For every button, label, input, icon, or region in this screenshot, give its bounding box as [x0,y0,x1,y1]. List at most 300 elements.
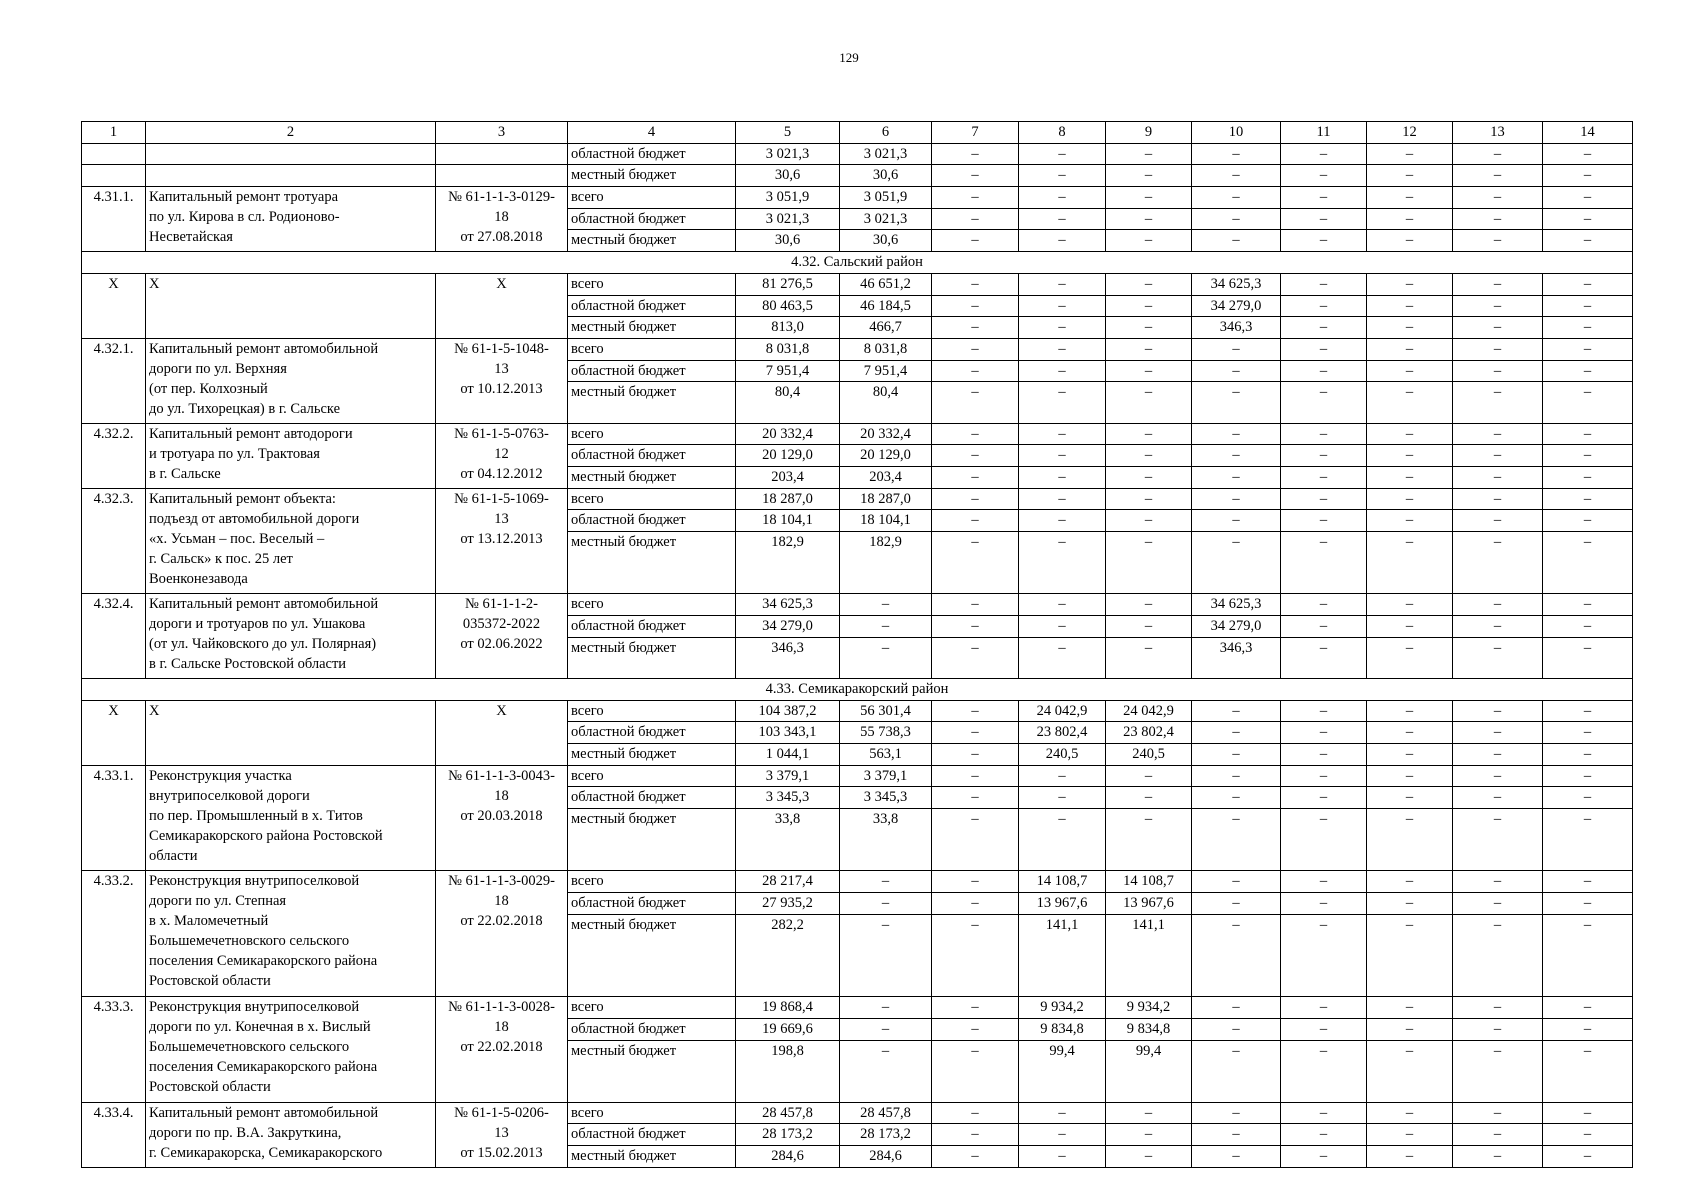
value-col14: – [1543,997,1633,1019]
value-col12: – [1367,532,1453,594]
table-row [82,423,1633,445]
value-col9: – [1106,360,1192,382]
value-col9: 23 802,4 [1106,722,1192,744]
value-col6: – [840,1040,932,1102]
value-col7: – [932,1102,1019,1124]
value-col13: – [1453,273,1543,295]
budget-line-label: всего [568,594,736,616]
value-col10: – [1192,1102,1281,1124]
value-col9: – [1106,615,1192,637]
item-document: № 61-1-1-3-0029- 18 от 22.02.2018 [436,871,568,997]
table-row [82,143,1633,165]
value-col10: – [1192,338,1281,360]
value-col9: – [1106,382,1192,423]
value-col9: – [1106,1102,1192,1124]
item-number: X [82,700,146,765]
value-col14: – [1543,295,1633,317]
value-col8: – [1019,1124,1106,1146]
budget-line-label: всего [568,423,736,445]
budget-line-label: всего [568,488,736,510]
value-col10: 34 625,3 [1192,594,1281,616]
budget-line-label: областной бюджет [568,615,736,637]
value-col13: – [1453,510,1543,532]
budget-line-label: местный бюджет [568,382,736,423]
value-col14: – [1543,700,1633,722]
budget-line-label: областной бюджет [568,1019,736,1041]
budget-line-label: областной бюджет [568,787,736,809]
value-col11: – [1281,295,1367,317]
value-col13: – [1453,165,1543,187]
value-col9: – [1106,467,1192,489]
value-col6: 20 332,4 [840,423,932,445]
value-col10: – [1192,1146,1281,1168]
value-col12: – [1367,1124,1453,1146]
value-col12: – [1367,488,1453,510]
value-col5: 284,6 [736,1146,840,1168]
budget-line-label: местный бюджет [568,317,736,339]
value-col11: – [1281,423,1367,445]
value-col5: 103 343,1 [736,722,840,744]
budget-line-label: местный бюджет [568,809,736,871]
value-col10: – [1192,510,1281,532]
value-col12: – [1367,143,1453,165]
item-number: 4.32.1. [82,338,146,423]
budget-line-label: всего [568,700,736,722]
value-col10: 346,3 [1192,637,1281,678]
value-col9: 9 834,8 [1106,1019,1192,1041]
value-col11: – [1281,914,1367,997]
value-col7: – [932,787,1019,809]
budget-line-label: областной бюджет [568,143,736,165]
value-col9: – [1106,165,1192,187]
column-header: 9 [1106,122,1192,144]
value-col7: – [932,700,1019,722]
value-col9: – [1106,295,1192,317]
item-document: № 61-1-5-1048- 13 от 10.12.2013 [436,338,568,423]
value-col8: – [1019,295,1106,317]
value-col10: – [1192,722,1281,744]
value-col5: 346,3 [736,637,840,678]
budget-line-label: местный бюджет [568,467,736,489]
value-col11: – [1281,1019,1367,1041]
value-col9: – [1106,273,1192,295]
value-col14: – [1543,273,1633,295]
value-col12: – [1367,892,1453,914]
section-row [82,678,1633,700]
value-col12: – [1367,594,1453,616]
value-col10: – [1192,382,1281,423]
budget-line-label: местный бюджет [568,230,736,252]
value-col8: – [1019,765,1106,787]
value-col5: 3 379,1 [736,765,840,787]
value-col12: – [1367,871,1453,893]
value-col12: – [1367,809,1453,871]
item-document: № 61-1-1-3-0043- 18 от 20.03.2018 [436,765,568,870]
page-number: 129 [839,50,859,65]
value-col6: 3 021,3 [840,143,932,165]
value-col11: – [1281,143,1367,165]
item-name: X [146,700,436,765]
value-col11: – [1281,871,1367,893]
value-col5: 20 332,4 [736,423,840,445]
value-col10: – [1192,208,1281,230]
value-col7: – [932,165,1019,187]
value-col8: – [1019,1146,1106,1168]
value-col12: – [1367,1019,1453,1041]
value-col6: 46 184,5 [840,295,932,317]
value-col10: 34 625,3 [1192,273,1281,295]
value-col12: – [1367,765,1453,787]
budget-line-label: областной бюджет [568,892,736,914]
value-col6: 18 104,1 [840,510,932,532]
value-col13: – [1453,1146,1543,1168]
value-col11: – [1281,165,1367,187]
budget-line-label: местный бюджет [568,532,736,594]
value-col13: – [1453,445,1543,467]
item-number: 4.33.2. [82,871,146,997]
table-row [82,338,1633,360]
value-col8: – [1019,360,1106,382]
value-col14: – [1543,317,1633,339]
value-col8: – [1019,809,1106,871]
item-name: Капитальный ремонт автомобильной дороги по пр. В.А. Закруткина, г. Семикаракорска, Семикаракорского [146,1102,436,1167]
value-col7: – [932,997,1019,1019]
value-col12: – [1367,445,1453,467]
value-col8: – [1019,423,1106,445]
value-col8: – [1019,467,1106,489]
value-col7: – [932,722,1019,744]
value-col14: – [1543,637,1633,678]
value-col6: 7 951,4 [840,360,932,382]
value-col7: – [932,1124,1019,1146]
value-col14: – [1543,594,1633,616]
value-col10: – [1192,532,1281,594]
value-col14: – [1543,467,1633,489]
value-col10: – [1192,809,1281,871]
value-col10: – [1192,1124,1281,1146]
table-row [82,273,1633,295]
value-col11: – [1281,230,1367,252]
value-col10: – [1192,871,1281,893]
column-header: 6 [840,122,932,144]
value-col6: 56 301,4 [840,700,932,722]
value-col14: – [1543,1102,1633,1124]
value-col7: – [932,445,1019,467]
value-col6: 18 287,0 [840,488,932,510]
value-col14: – [1543,360,1633,382]
value-col8: – [1019,230,1106,252]
item-document: № 61-1-5-0206- 13 от 15.02.2013 [436,1102,568,1167]
value-col10: 34 279,0 [1192,295,1281,317]
value-col14: – [1543,914,1633,997]
value-col7: – [932,230,1019,252]
value-col7: – [932,187,1019,209]
value-col14: – [1543,230,1633,252]
value-col10: – [1192,765,1281,787]
value-col6: – [840,892,932,914]
value-col14: – [1543,1124,1633,1146]
value-col10: – [1192,997,1281,1019]
item-document: № 61-1-5-0763- 12 от 04.12.2012 [436,423,568,488]
budget-line-label: областной бюджет [568,208,736,230]
value-col5: 3 051,9 [736,187,840,209]
value-col13: – [1453,615,1543,637]
value-col6: 3 345,3 [840,787,932,809]
value-col6: – [840,594,932,616]
value-col5: 3 021,3 [736,143,840,165]
value-col11: – [1281,1102,1367,1124]
item-name: Капитальный ремонт автомобильной дороги по ул. Верхняя (от пер. Колхозный до ул. Тихорецкая) в г. Сальске [146,338,436,423]
value-col10: – [1192,360,1281,382]
value-col6: 203,4 [840,467,932,489]
value-col11: – [1281,744,1367,766]
value-col13: – [1453,787,1543,809]
value-col8: – [1019,488,1106,510]
value-col12: – [1367,338,1453,360]
value-col5: 3 021,3 [736,208,840,230]
value-col10: – [1192,700,1281,722]
value-col8: – [1019,273,1106,295]
value-col6: 80,4 [840,382,932,423]
value-col8: 14 108,7 [1019,871,1106,893]
value-col8: – [1019,187,1106,209]
value-col12: – [1367,360,1453,382]
value-col11: – [1281,765,1367,787]
value-col11: – [1281,722,1367,744]
item-name: Реконструкция участка внутрипоселковой дороги по пер. Промышленный в х. Титов Семикаракорского района Ростовской области [146,765,436,870]
value-col11: – [1281,467,1367,489]
item-name: Капитальный ремонт автодороги и тротуара по ул. Трактовая в г. Сальске [146,423,436,488]
empty-cell [146,165,436,187]
value-col10: – [1192,787,1281,809]
value-col5: 80,4 [736,382,840,423]
value-col7: – [932,1146,1019,1168]
value-col6: 182,9 [840,532,932,594]
budget-line-label: местный бюджет [568,744,736,766]
value-col5: 8 031,8 [736,338,840,360]
budget-line-label: всего [568,997,736,1019]
value-col8: 99,4 [1019,1040,1106,1102]
value-col11: – [1281,510,1367,532]
value-col14: – [1543,382,1633,423]
section-title: 4.32. Сальский район [82,252,1633,274]
value-col11: – [1281,700,1367,722]
budget-line-label: областной бюджет [568,722,736,744]
item-name: Капитальный ремонт автомобильной дороги и тротуаров по ул. Ушакова (от ул. Чайковского до ул. Полярная) в г. Сальске Ростовской области [146,594,436,679]
value-col13: – [1453,997,1543,1019]
value-col13: – [1453,1102,1543,1124]
value-col9: – [1106,208,1192,230]
value-col8: 23 802,4 [1019,722,1106,744]
value-col6: 33,8 [840,809,932,871]
value-col5: 28 217,4 [736,871,840,893]
value-col9: 9 934,2 [1106,997,1192,1019]
value-col8: – [1019,787,1106,809]
value-col7: – [932,637,1019,678]
value-col13: – [1453,871,1543,893]
empty-cell [436,165,568,187]
value-col10: – [1192,744,1281,766]
column-header: 1 [82,122,146,144]
value-col9: 13 967,6 [1106,892,1192,914]
value-col11: – [1281,892,1367,914]
value-col5: 28 173,2 [736,1124,840,1146]
table-row [82,871,1633,893]
value-col7: – [932,208,1019,230]
value-col14: – [1543,787,1633,809]
value-col12: – [1367,423,1453,445]
value-col10: – [1192,445,1281,467]
value-col14: – [1543,165,1633,187]
value-col13: – [1453,382,1543,423]
value-col11: – [1281,488,1367,510]
value-col10: – [1192,230,1281,252]
value-col11: – [1281,615,1367,637]
value-col14: – [1543,1040,1633,1102]
value-col7: – [932,360,1019,382]
value-col13: – [1453,230,1543,252]
budget-line-label: всего [568,187,736,209]
empty-cell [82,165,146,187]
value-col5: 33,8 [736,809,840,871]
value-col5: 34 625,3 [736,594,840,616]
value-col12: – [1367,187,1453,209]
value-col8: – [1019,637,1106,678]
value-col7: – [932,317,1019,339]
value-col8: – [1019,615,1106,637]
column-header: 3 [436,122,568,144]
column-header: 14 [1543,122,1633,144]
value-col7: – [932,615,1019,637]
value-col8: – [1019,594,1106,616]
value-col13: – [1453,488,1543,510]
value-col8: – [1019,208,1106,230]
item-document: X [436,273,568,338]
value-col11: – [1281,273,1367,295]
value-col12: – [1367,700,1453,722]
value-col11: – [1281,532,1367,594]
value-col13: – [1453,892,1543,914]
value-col8: 141,1 [1019,914,1106,997]
table-row [82,594,1633,616]
value-col7: – [932,382,1019,423]
value-col7: – [932,765,1019,787]
item-name: X [146,273,436,338]
value-col13: – [1453,187,1543,209]
value-col14: – [1543,488,1633,510]
value-col5: 19 868,4 [736,997,840,1019]
value-col9: – [1106,510,1192,532]
value-col12: – [1367,787,1453,809]
value-col12: – [1367,317,1453,339]
value-col5: 203,4 [736,467,840,489]
table-header [82,122,1633,144]
value-col6: 466,7 [840,317,932,339]
value-col10: 346,3 [1192,317,1281,339]
value-col9: – [1106,230,1192,252]
value-col13: – [1453,765,1543,787]
value-col7: – [932,143,1019,165]
table-row [82,997,1633,1019]
value-col6: 8 031,8 [840,338,932,360]
value-col7: – [932,1019,1019,1041]
budget-line-label: областной бюджет [568,360,736,382]
value-col13: – [1453,594,1543,616]
value-col6: 28 457,8 [840,1102,932,1124]
value-col14: – [1543,615,1633,637]
column-header: 2 [146,122,436,144]
value-col11: – [1281,809,1367,871]
value-col11: – [1281,1040,1367,1102]
value-col12: – [1367,722,1453,744]
value-col7: – [932,871,1019,893]
value-col14: – [1543,809,1633,871]
value-col7: – [932,488,1019,510]
value-col6: 284,6 [840,1146,932,1168]
value-col14: – [1543,445,1633,467]
value-col8: – [1019,165,1106,187]
value-col14: – [1543,765,1633,787]
value-col6: 55 738,3 [840,722,932,744]
budget-line-label: областной бюджет [568,1124,736,1146]
value-col6: – [840,1019,932,1041]
value-col7: – [932,532,1019,594]
column-header: 13 [1453,122,1543,144]
value-col7: – [932,273,1019,295]
value-col7: – [932,809,1019,871]
value-col8: 9 834,8 [1019,1019,1106,1041]
budget-line-label: всего [568,273,736,295]
value-col9: – [1106,488,1192,510]
value-col12: – [1367,467,1453,489]
value-col6: 20 129,0 [840,445,932,467]
value-col5: 30,6 [736,230,840,252]
value-col6: – [840,871,932,893]
value-col11: – [1281,1124,1367,1146]
item-name: Капитальный ремонт тротуара по ул. Кирова в сл. Родионово- Несветайская [146,187,436,252]
value-col10: – [1192,187,1281,209]
value-col6: – [840,637,932,678]
value-col11: – [1281,208,1367,230]
funding-table [81,121,1633,1168]
value-col5: 813,0 [736,317,840,339]
value-col5: 7 951,4 [736,360,840,382]
value-col8: – [1019,1102,1106,1124]
value-col12: – [1367,382,1453,423]
value-col14: – [1543,338,1633,360]
value-col6: 30,6 [840,165,932,187]
value-col12: – [1367,510,1453,532]
value-col7: – [932,892,1019,914]
budget-line-label: местный бюджет [568,1040,736,1102]
value-col13: – [1453,467,1543,489]
item-name: Капитальный ремонт объекта: подъезд от автомобильной дороги «х. Усьман – пос. Веселый – г. Сальск» к пос. 25 лет Военконезавода [146,488,436,593]
value-col5: 30,6 [736,165,840,187]
value-col9: 99,4 [1106,1040,1192,1102]
section-title: 4.33. Семикаракорский район [82,678,1633,700]
value-col5: 80 463,5 [736,295,840,317]
value-col14: – [1543,892,1633,914]
value-col9: – [1106,1146,1192,1168]
value-col9: – [1106,594,1192,616]
value-col7: – [932,338,1019,360]
value-col11: – [1281,445,1367,467]
value-col11: – [1281,382,1367,423]
value-col9: – [1106,532,1192,594]
value-col9: – [1106,1124,1192,1146]
budget-line-label: всего [568,871,736,893]
value-col14: – [1543,532,1633,594]
